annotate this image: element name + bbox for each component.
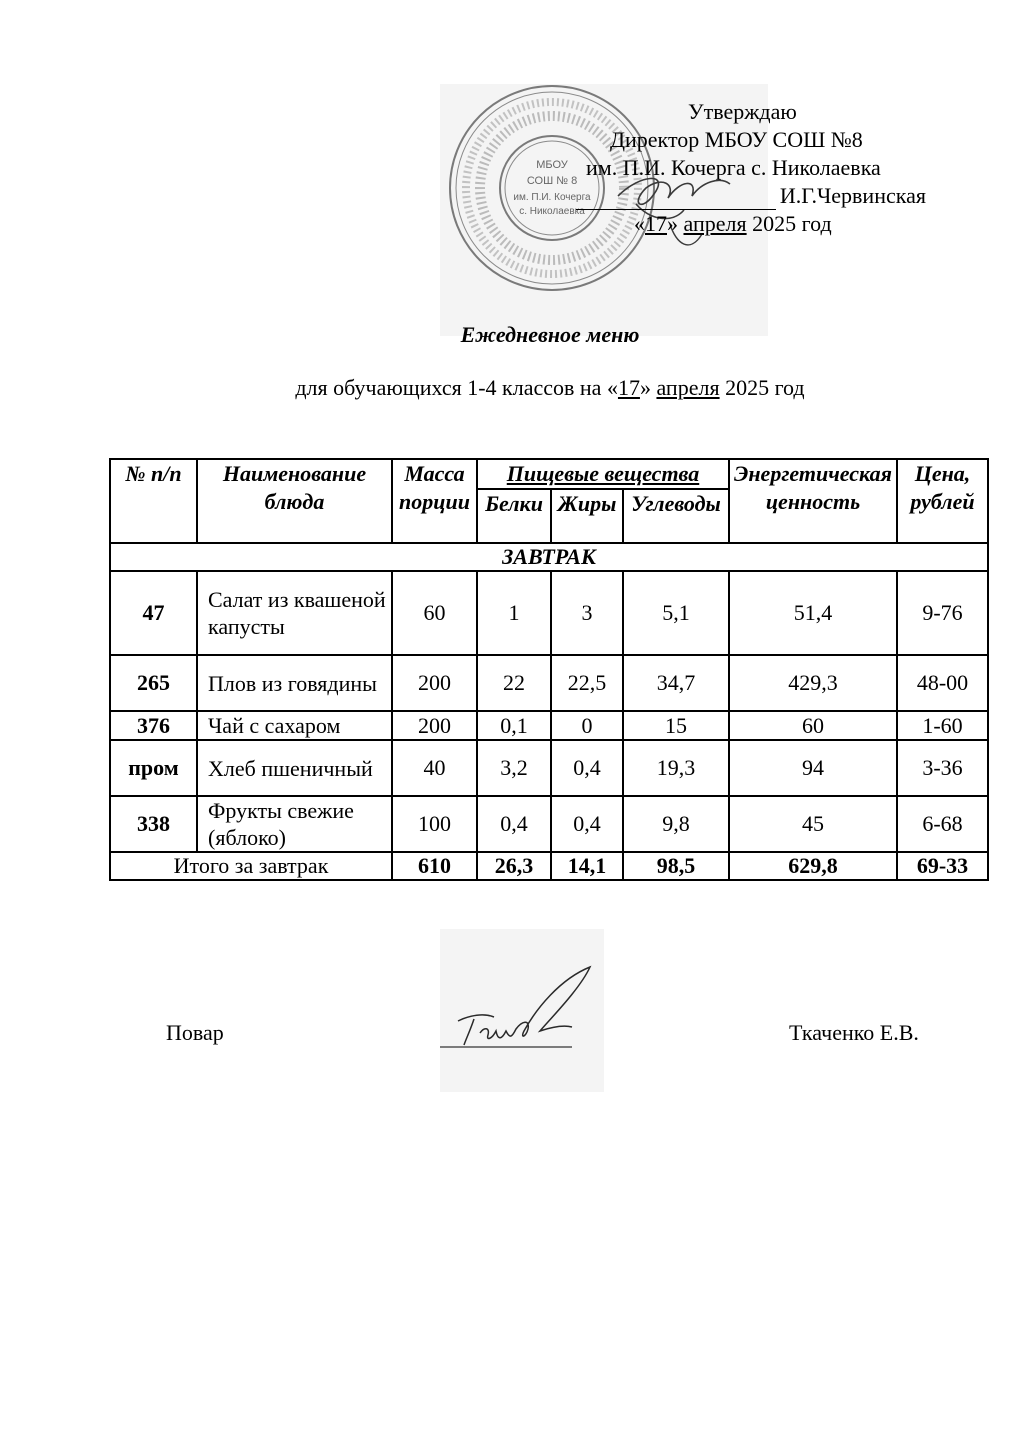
row-num: 265 (110, 655, 197, 711)
row-price: 6-68 (897, 796, 988, 852)
table-row (110, 711, 988, 740)
table-row (110, 796, 988, 852)
approval-line-approve: Утверждаю (688, 99, 797, 124)
approval-line-signatory (560, 182, 926, 210)
header-mass: Масса порции (392, 459, 477, 543)
menu-table (109, 458, 989, 881)
row-name: Плов из говядины (197, 655, 392, 711)
date-open: « (634, 211, 645, 236)
date-day: 17 (645, 211, 667, 236)
date-year: 2025 год (752, 211, 832, 236)
cook-label: Повар (166, 1020, 224, 1045)
table-row (110, 655, 988, 711)
row-energy: 429,3 (729, 655, 897, 711)
row-carbs: 9,8 (623, 796, 729, 852)
row-energy: 60 (729, 711, 897, 740)
total-row (110, 852, 988, 880)
subtitle-month: апреля (656, 375, 720, 400)
row-price: 9-76 (897, 571, 988, 655)
approval-line-school: им. П.И. Кочерга с. Николаевка (586, 155, 881, 180)
signature-line (576, 187, 776, 210)
row-fat: 0 (551, 711, 623, 740)
row-name: Салат из квашеной капусты (197, 571, 392, 655)
signatory-name: И.Г.Червинская (779, 183, 926, 208)
header-nutrients: Пищевые вещества (477, 459, 729, 489)
header-fat: Жиры (551, 489, 623, 543)
seal-text-1: МБОУ (536, 159, 568, 171)
header-protein: Белки (477, 489, 551, 543)
subtitle-prefix: для обучающихся 1-4 классов на « (295, 375, 618, 400)
total-carbs: 98,5 (623, 852, 729, 880)
row-num: пром (110, 740, 197, 796)
table-row (110, 740, 988, 796)
approval-date (634, 210, 832, 238)
subtitle-mid: » (639, 375, 657, 400)
cook-signature-box (440, 929, 604, 1092)
row-mass: 200 (392, 655, 477, 711)
row-carbs: 15 (623, 711, 729, 740)
table-row (110, 571, 988, 655)
row-name: Фрукты свежие (яблоко) (197, 796, 392, 852)
page-title: Ежедневное меню (460, 322, 640, 347)
section-breakfast: ЗАВТРАК (110, 543, 988, 571)
total-mass: 610 (392, 852, 477, 880)
header-num: № п/п (110, 459, 197, 543)
row-fat: 0,4 (551, 740, 623, 796)
header-energy: Энергетическая ценность (729, 459, 897, 543)
row-fat: 22,5 (551, 655, 623, 711)
row-carbs: 5,1 (623, 571, 729, 655)
row-mass: 60 (392, 571, 477, 655)
total-protein: 26,3 (477, 852, 551, 880)
row-protein: 3,2 (477, 740, 551, 796)
row-energy: 94 (729, 740, 897, 796)
row-energy: 45 (729, 796, 897, 852)
seal-text-4: с. Николаевка (519, 206, 585, 217)
total-price: 69-33 (897, 852, 988, 880)
total-fat: 14,1 (551, 852, 623, 880)
row-num: 338 (110, 796, 197, 852)
seal-text-2: СОШ № 8 (526, 175, 578, 187)
subtitle-suffix: 2025 год (719, 375, 805, 400)
row-energy: 51,4 (729, 571, 897, 655)
row-name: Чай с сахаром (197, 711, 392, 740)
cook-signature (440, 929, 604, 1092)
subtitle-day: 17 (617, 375, 640, 400)
row-protein: 0,4 (477, 796, 551, 852)
total-energy: 629,8 (729, 852, 897, 880)
row-price: 48-00 (897, 655, 988, 711)
row-protein: 22 (477, 655, 551, 711)
row-mass: 200 (392, 711, 477, 740)
approval-line-director: Директор МБОУ СОШ №8 (610, 127, 863, 152)
row-carbs: 34,7 (623, 655, 729, 711)
row-price: 3-36 (897, 740, 988, 796)
row-num: 47 (110, 571, 197, 655)
row-protein: 1 (477, 571, 551, 655)
row-num: 376 (110, 711, 197, 740)
row-protein: 0,1 (477, 711, 551, 740)
cook-name: Ткаченко Е.В. (789, 1020, 919, 1045)
header-name: Наименование блюда (197, 459, 392, 543)
seal-text-3: им. П.И. Кочерга (513, 192, 591, 203)
row-mass: 100 (392, 796, 477, 852)
header-carbs: Углеводы (623, 489, 729, 543)
date-close: » (667, 211, 678, 236)
row-name: Хлеб пшеничный (197, 740, 392, 796)
table-header-row (110, 459, 988, 489)
header-price: Цена, рублей (897, 459, 988, 543)
row-price: 1-60 (897, 711, 988, 740)
date-month: апреля (683, 211, 747, 236)
row-fat: 0,4 (551, 796, 623, 852)
total-label: Итого за завтрак (110, 852, 392, 880)
section-row (110, 543, 988, 571)
row-mass: 40 (392, 740, 477, 796)
page-subtitle (0, 375, 1024, 401)
row-fat: 3 (551, 571, 623, 655)
row-carbs: 19,3 (623, 740, 729, 796)
